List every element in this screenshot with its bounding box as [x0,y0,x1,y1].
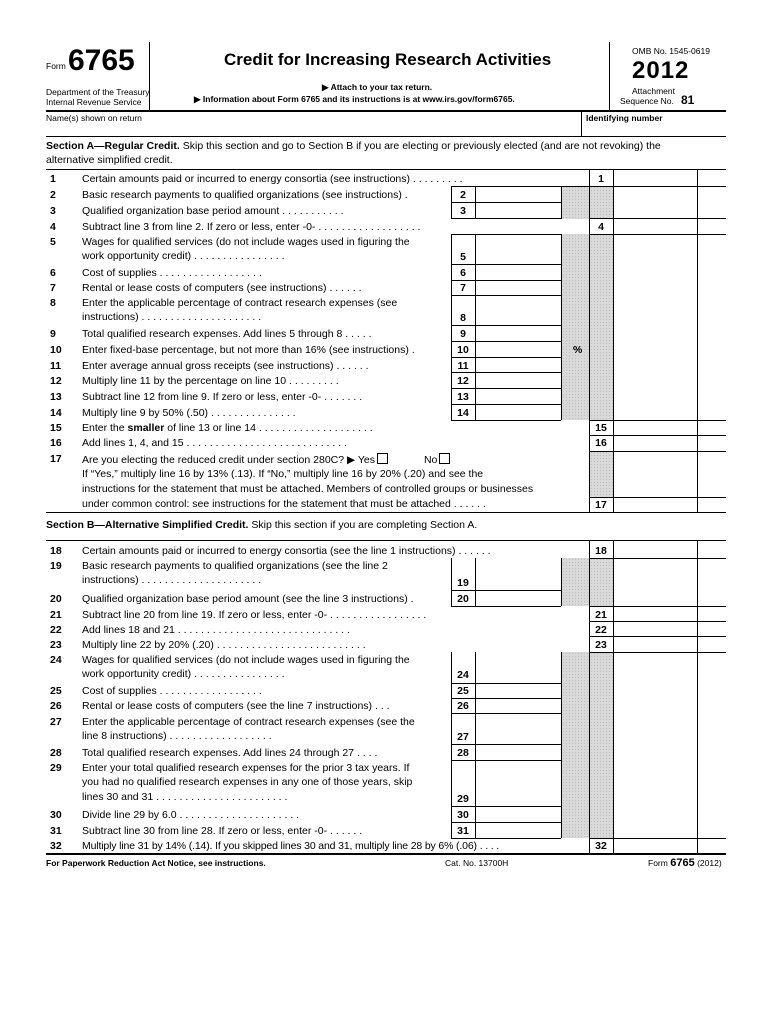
section-a-title: Section A—Regular Credit. [46,140,180,152]
line-22-box: 22 [595,624,607,636]
line-22-text [82,624,350,637]
section-b-title: Section B—Alternative Simplified Credit. [46,519,249,531]
line-7-number: 7 [50,282,56,294]
line-11-leader: . . . . . . [336,360,369,372]
line-20-text [82,593,414,606]
line-18-leader: . . . . . . [458,545,491,557]
line-23-leader: . . . . . . . . . . . . . . . . . . . . . . . . . . [216,639,366,651]
line-23-amount[interactable] [615,638,695,651]
line-2-leader: . [404,189,408,201]
line-28-amount[interactable] [477,746,559,759]
line-3-box: 3 [460,205,466,217]
line-16-leader: . . . . . . . . . . . . . . . . . . . . . . . . . . . . [186,437,347,449]
line-21-text [82,609,426,622]
footer-form-number: 6765 [670,857,695,869]
line-14-text [82,407,296,420]
line-5-label-2: work opportunity credit) [82,250,192,262]
line-9-text [82,328,372,341]
line-22-label: Add lines 18 and 21 [82,624,175,636]
line-17-text-3 [82,498,486,511]
line-6-number: 6 [50,267,56,279]
line-27-number: 27 [50,716,62,728]
line-30-text [82,809,299,822]
line-5-text-2 [82,250,285,263]
line-1-leader: . . . . . . . . . [412,173,463,185]
line-20-number: 20 [50,593,62,605]
line-19-text-2 [82,574,261,587]
line-21-label: Subtract line 20 from line 19. If zero or less, enter -0- [82,609,328,621]
line-17-number: 17 [50,453,62,465]
line-10-text [82,344,415,357]
line-10-number: 10 [50,344,62,356]
line-12-box: 12 [457,375,469,387]
line-21-number: 21 [50,609,62,621]
line-16-label: Add lines 1, 4, and 15 [82,437,184,449]
line-20-leader: . [410,593,414,605]
sequence-number: 81 [681,93,695,107]
line-31-text [82,825,362,838]
line-29-text: Enter your total qualified research expenses for the prior 3 tax years. If [82,762,410,774]
line-17-yes-label: Yes [357,454,375,466]
line-16-box: 16 [595,437,607,449]
line-2-amount[interactable] [477,188,559,201]
line-29-text-2: you had no qualified research expenses in any one of those years, skip [82,776,413,788]
line-24-number: 24 [50,654,62,666]
line-32-number: 32 [50,840,62,852]
line-26-label: Rental or lease costs of computers (see the line 7 instructions) [82,700,373,712]
line-14-amount[interactable] [477,406,559,419]
line-13-text [82,391,362,404]
attachment-label: Attachment [632,86,675,96]
line-28-leader: . . . . [356,747,378,759]
line-17-question [82,453,450,467]
line-12-text [82,375,339,388]
names-label: Name(s) shown on return [46,113,142,123]
line-30-label: Divide line 29 by 6.0 [82,809,177,821]
line-24-text: Wages for qualified services (do not include wages used in figuring the [82,654,410,666]
line-17-amount[interactable] [615,498,695,511]
info-instruction: ▶ Information about Form 6765 and its instructions is at www.irs.gov/form6765. [194,94,515,104]
form-label: Form [46,61,66,71]
line-19-leader: . . . . . . . . . . . . . . . . . . . . . [141,574,262,586]
line-32-text [82,840,499,853]
line-11-amount[interactable] [477,359,559,372]
line-5-amount[interactable] [477,249,559,263]
omb-number: OMB No. 1545-0619 [632,46,710,56]
line-11-box: 11 [457,360,469,372]
line-4-label: Subtract line 3 from line 2. If zero or less, enter -0- [82,221,316,233]
section-b-title-row [46,519,477,532]
line-22-amount[interactable] [615,623,695,635]
line-21-amount[interactable] [615,608,695,620]
line-29-box: 29 [457,793,469,805]
line-5-text: Wages for qualified services (do not include wages used in figuring the [82,236,410,248]
line-11-text [82,360,369,373]
line-23-label: Multiply line 22 by 20% (.20) [82,639,214,651]
line-31-label: Subtract line 30 from line 28. If zero or less, enter -0- [82,825,328,837]
line-14-box: 14 [457,407,469,419]
line-26-leader: . . . [374,700,390,712]
line-15-label-bold: smaller [127,422,165,434]
line-32-amount[interactable] [615,839,695,852]
section-a-title-row [46,140,661,153]
line-1-amount[interactable] [615,171,695,185]
line-31-amount[interactable] [477,824,559,837]
line-18-box: 18 [595,545,607,557]
line-25-box: 25 [457,685,469,697]
line-12-label: Multiply line 11 by the percentage on line 10 [82,375,287,387]
line-32-label: Multiply line 31 by 14% (.14). If you skipped lines 30 and 31, multiply line 28 by 6% (.06) [82,840,477,852]
section-a-description-2: alternative simplified credit. [46,154,173,166]
dept-line-2: Internal Revenue Service [46,97,142,107]
line-13-label: Subtract line 12 from line 9. If zero or less, enter -0- [82,391,322,403]
line-5-leader: . . . . . . . . . . . . . . . . [194,250,285,262]
line-8-text-2 [82,311,261,324]
line-23-box: 23 [595,639,607,651]
line-15-amount[interactable] [615,421,695,434]
line-20-box: 20 [457,593,469,605]
line-2-number: 2 [50,189,56,201]
name-field[interactable] [48,123,576,135]
line-30-box: 30 [457,809,469,821]
line-6-label: Cost of supplies [82,267,157,279]
line-4-number: 4 [50,221,56,233]
line-7-leader: . . . . . . [329,282,362,294]
line-22-leader: . . . . . . . . . . . . . . . . . . . . . . . . . . . . . . [177,624,350,636]
line-15-number: 15 [50,422,62,434]
line-27-leader: . . . . . . . . . . . . . . . . . . [169,730,272,742]
line-29-leader: . . . . . . . . . . . . . . . . . . . . . . . [156,791,288,803]
line-31-number: 31 [50,825,62,837]
line-17-box: 17 [595,499,607,511]
line-8-number: 8 [50,297,56,309]
line-27-amount[interactable] [477,729,559,743]
line-7-label: Rental or lease costs of computers (see instructions) [82,282,327,294]
line-14-number: 14 [50,407,62,419]
line-6-leader: . . . . . . . . . . . . . . . . . . [159,267,262,279]
line-25-label: Cost of supplies [82,685,157,697]
line-4-leader: . . . . . . . . . . . . . . . . . . [318,221,421,233]
line-9-label: Total qualified research expenses. Add lines 5 through 8 [82,328,343,340]
form-number: 6765 [68,44,135,77]
line-2-box: 2 [460,189,466,201]
line-28-number: 28 [50,747,62,759]
line-30-number: 30 [50,809,62,821]
catalog-number: Cat. No. 13700H [445,858,509,868]
line-27-text: Enter the applicable percentage of contract research expenses (see the [82,716,415,728]
line-29-label-3: lines 30 and 31 [82,791,154,803]
line-15-leader: . . . . . . . . . . . . . . . . . . . . [258,422,373,434]
line-27-text-2 [82,730,272,743]
footer-form-id [648,858,722,868]
line-30-leader: . . . . . . . . . . . . . . . . . . . . . [179,809,300,821]
line-16-number: 16 [50,437,62,449]
line-19-label-2: instructions) [82,574,139,586]
line-31-box: 31 [457,825,469,837]
line-3-number: 3 [50,205,56,217]
line-25-amount[interactable] [477,684,559,697]
line-10-box: 10 [457,344,469,356]
line-27-box: 27 [457,731,469,743]
line-26-text [82,700,390,713]
line-4-amount[interactable] [615,220,695,233]
line-4-text [82,221,420,234]
line-3-label: Qualified organization base period amount [82,205,280,217]
line-21-box: 21 [595,609,607,621]
line-24-box: 24 [457,669,469,681]
section-a-description: Skip this section and go to Section B if you are electing or previously elected (and are not revoking) the [179,140,661,152]
line-5-number: 5 [50,236,56,248]
line-1-number: 1 [50,173,56,185]
line-1-text [82,173,463,186]
line-28-box: 28 [457,747,469,759]
line-13-box: 13 [457,391,469,403]
line-11-label: Enter average annual gross receipts (see instructions) [82,360,334,372]
line-2-label: Basic research payments to qualified organizations (see instructions) [82,189,402,201]
line-18-amount[interactable] [615,543,695,557]
line-17-text-2: instructions for the statement that must be attached. Members of controlled groups or businesses [82,483,534,495]
line-12-number: 12 [50,375,62,387]
line-15-box: 15 [595,422,607,434]
line-12-leader: . . . . . . . . . [289,375,339,387]
line-25-text [82,685,262,698]
line-19-text: Basic research payments to qualified organizations (see the line 2 [82,560,388,572]
line-29-text-3 [82,791,287,804]
line-16-amount[interactable] [615,436,695,449]
line-4-box: 4 [598,221,604,233]
sequence-label: Sequence No. [620,96,674,106]
line-8-box: 8 [460,312,466,324]
line-17-no-checkbox[interactable] [439,453,450,464]
line-25-leader: . . . . . . . . . . . . . . . . . . [159,685,262,697]
line-24-amount[interactable] [477,668,559,682]
section-b-description: Skip this section if you are completing Section A. [248,519,478,531]
line-18-label: Certain amounts paid or incurred to energy consortia (see the line 1 instructions) [82,545,456,557]
line-9-number: 9 [50,328,56,340]
line-19-box: 19 [457,577,469,589]
line-11-number: 11 [50,360,62,372]
line-1-label: Certain amounts paid or incurred to energy consortia (see instructions) [82,173,410,185]
line-29-number: 29 [50,762,62,774]
line-28-text [82,747,377,760]
line-8-leader: . . . . . . . . . . . . . . . . . . . . . [141,311,262,323]
line-32-box: 32 [595,840,607,852]
line-26-number: 26 [50,700,62,712]
line-25-number: 25 [50,685,62,697]
line-17-label-3: under common control: see instructions for the statement that must be attached [82,498,451,510]
line-13-number: 13 [50,391,62,403]
line-12-amount[interactable] [477,374,559,387]
line-15-text [82,422,373,435]
line-10-percentage[interactable] [477,343,559,356]
line-16-text [82,437,347,450]
line-6-text [82,267,262,280]
form-title: Credit for Increasing Research Activities [224,50,552,69]
line-17-leader: . . . . . . [453,498,486,510]
line-20-amount[interactable] [477,592,559,605]
line-1-box: 1 [598,173,604,185]
line-9-leader: . . . . . [345,328,372,340]
line-26-box: 26 [457,700,469,712]
line-29-amount[interactable] [477,791,559,805]
line-17-no-label: No [423,454,438,466]
line-7-amount[interactable] [477,281,559,294]
line-24-leader: . . . . . . . . . . . . . . . . [194,668,285,680]
line-15-label-post: of line 13 or line 14 [164,422,256,434]
line-6-box: 6 [460,267,466,279]
line-22-number: 22 [50,624,62,636]
line-10-leader: . [411,344,415,356]
line-18-number: 18 [50,545,62,557]
dept-line-1: Department of the Treasury [46,87,150,97]
line-2-text [82,189,408,202]
footer-form-label: Form [648,858,668,868]
line-15-label-pre: Enter the [82,422,128,434]
footer-year: (2012) [697,858,722,868]
line-9-amount[interactable] [477,327,559,340]
line-18-text [82,545,491,558]
line-14-label: Multiply line 9 by 50% (.50) [82,407,209,419]
line-23-text [82,639,366,652]
line-8-text: Enter the applicable percentage of contract research expenses (see [82,297,398,309]
attach-instruction: ▶ Attach to your tax return. [322,82,433,92]
line-8-label-2: instructions) [82,311,139,323]
line-31-leader: . . . . . . [330,825,363,837]
line-17-label: Are you electing the reduced credit under section 280C? ▶ [82,454,356,466]
line-32-leader: . . . . [479,840,500,852]
line-20-label: Qualified organization base period amount (see the line 3 instructions) [82,593,408,605]
paperwork-notice: For Paperwork Reduction Act Notice, see instructions. [46,858,266,868]
line-28-label: Total qualified research expenses. Add lines 24 through 27 [82,747,355,759]
line-17-yes-checkbox[interactable] [377,453,388,464]
line-7-text [82,282,362,295]
line-24-text-2 [82,668,285,681]
line-27-label-2: line 8 instructions) [82,730,167,742]
line-23-number: 23 [50,639,62,651]
line-5-box: 5 [460,251,466,263]
line-24-label-2: work opportunity credit) [82,668,192,680]
identifying-number-label: Identifying number [586,113,663,123]
line-19-amount[interactable] [477,575,559,589]
identifying-number-field[interactable] [586,123,724,135]
line-19-number: 19 [50,560,62,572]
line-17-text-1: If “Yes,” multiply line 16 by 13% (.13). If “No,” multiply line 16 by 20% (.20) and see the [82,468,484,480]
line-7-box: 7 [460,282,466,294]
line-13-leader: . . . . . . . [324,391,363,403]
line-3-leader: . . . . . . . . . . . [282,205,344,217]
line-10-label: Enter fixed-base percentage, but not more than 16% (see instructions) [82,344,409,356]
line-26-amount[interactable] [477,699,559,712]
line-3-amount[interactable] [477,204,559,217]
line-8-amount[interactable] [477,310,559,324]
line-9-box: 9 [460,328,466,340]
line-6-amount[interactable] [477,266,559,279]
line-21-leader: . . . . . . . . . . . . . . . . . [330,609,427,621]
line-10-percent-sign: % [573,344,583,356]
line-3-text [82,205,343,218]
line-14-leader: . . . . . . . . . . . . . . . [210,407,296,419]
line-30-amount[interactable] [477,808,559,821]
tax-year: 2012 [632,57,690,84]
line-13-amount[interactable] [477,390,559,403]
